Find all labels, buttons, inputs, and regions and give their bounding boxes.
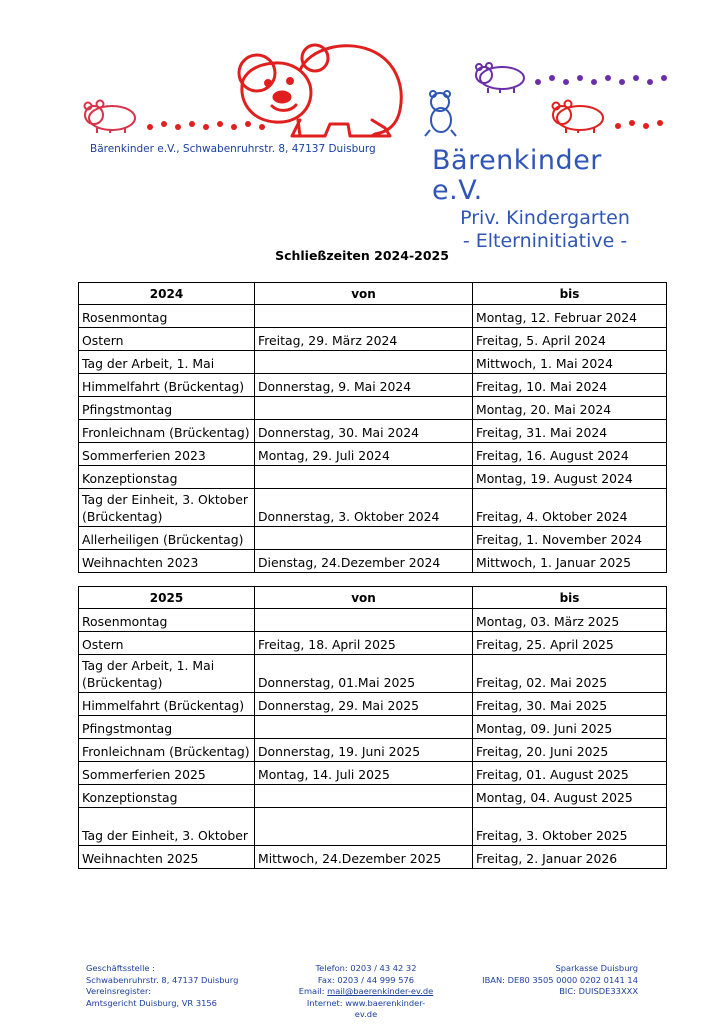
occasion-cell: Tag der Arbeit, 1. Mai (Brückentag) (79, 655, 255, 693)
small-bear-icon (553, 101, 604, 134)
occasion-cell: Himmelfahrt (Brückentag) (79, 693, 255, 716)
from-cell: Freitag, 18. April 2025 (255, 632, 473, 655)
occasion-cell: Allerheiligen (Brückentag) (79, 527, 255, 550)
to-cell: Freitag, 25. April 2025 (473, 632, 667, 655)
closure-table-2024 (78, 282, 667, 573)
document-title: Schließzeiten 2024-2025 (275, 248, 449, 263)
footer-fax: Fax: 0203 / 44 999 576 (317, 974, 415, 985)
to-cell: Freitag, 10. Mai 2024 (473, 374, 667, 397)
footer-iban: IBAN: DE80 3505 0000 0202 0141 14 (482, 974, 638, 985)
from-cell: Freitag, 29. März 2024 (255, 328, 473, 351)
occasion-cell: Weihnachten 2023 (79, 550, 255, 573)
to-cell: Montag, 19. August 2024 (473, 466, 667, 489)
from-cell: Donnerstag, 29. Mai 2025 (255, 693, 473, 716)
occasion-cell: Sommerferien 2023 (79, 443, 255, 466)
occasion-cell: Himmelfahrt (Brückentag) (79, 374, 255, 397)
table-row (79, 351, 667, 374)
to-cell: Mittwoch, 1. Januar 2025 (473, 550, 667, 573)
to-cell: Freitag, 5. April 2024 (473, 328, 667, 351)
footer-register-court: Amtsgericht Duisburg, VR 3156 (86, 997, 217, 1008)
from-cell: Montag, 29. Juli 2024 (255, 443, 473, 466)
table-row (79, 527, 667, 550)
from-cell (255, 785, 473, 808)
table-row (79, 716, 667, 739)
footer-email-line (296, 986, 436, 998)
header-from: von (255, 587, 473, 609)
to-cell: Freitag, 31. Mai 2024 (473, 420, 667, 443)
table-row (79, 489, 667, 527)
letterhead-address: Bärenkinder e.V., Schwabenruhrstr. 8, 47137 Duisburg (90, 143, 376, 155)
from-cell: Dienstag, 24.Dezember 2024 (255, 550, 473, 573)
to-cell: Freitag, 2. Januar 2026 (473, 846, 667, 869)
from-cell: Donnerstag, 30. Mai 2024 (255, 420, 473, 443)
occasion-cell: Tag der Einheit, 3. Oktober (Brückentag) (79, 489, 255, 527)
footer-phone: Telefon: 0203 / 43 42 32 (315, 963, 417, 973)
occasion-cell: Konzeptionstag (79, 466, 255, 489)
from-cell (255, 527, 473, 550)
occasion-cell: Weihnachten 2025 (79, 846, 255, 869)
footer-email-label: Email: (298, 986, 325, 996)
footer-bank-info (482, 963, 638, 998)
to-cell: Montag, 09. Juni 2025 (473, 716, 667, 739)
occasion-cell: Pfingstmontag (79, 397, 255, 420)
from-cell (255, 716, 473, 739)
table-row (79, 374, 667, 397)
table-row (79, 609, 667, 632)
pawprint-trail-icon (615, 120, 663, 129)
table-row (79, 420, 667, 443)
footer-office-info (86, 963, 238, 1009)
table-row (79, 305, 667, 328)
to-cell: Freitag, 1. November 2024 (473, 527, 667, 550)
table-row (79, 550, 667, 573)
footer-office-label: Geschäftsstelle : (86, 963, 155, 973)
table-row (79, 632, 667, 655)
occasion-cell: Konzeptionstag (79, 785, 255, 808)
bear-cub-icon (425, 91, 456, 136)
table-row (79, 466, 667, 489)
from-cell: Donnerstag, 19. Juni 2025 (255, 739, 473, 762)
from-cell: Mittwoch, 24.Dezember 2025 (255, 846, 473, 869)
small-bear-icon (85, 101, 136, 134)
to-cell: Montag, 20. Mai 2024 (473, 397, 667, 420)
brand-tagline: - Elterninitiative - (462, 230, 628, 252)
footer-bic: BIC: DUISDE33XXX (559, 986, 638, 996)
brand-name: Bärenkinder e.V. (432, 145, 602, 206)
footer-internet[interactable]: Internet: www.baerenkinder-ev.de (306, 997, 426, 1019)
table-row (79, 785, 667, 808)
table-row (79, 846, 667, 869)
footer-email-link[interactable]: mail@baerenkinder-ev.de (327, 986, 434, 996)
pawprint-trail-icon (147, 121, 265, 130)
to-cell: Freitag, 16. August 2024 (473, 443, 667, 466)
occasion-cell: Rosenmontag (79, 609, 255, 632)
table-row (79, 762, 667, 785)
occasion-cell: Fronleichnam (Brückentag) (79, 739, 255, 762)
to-cell: Mittwoch, 1. Mai 2024 (473, 351, 667, 374)
from-cell (255, 466, 473, 489)
from-cell (255, 305, 473, 328)
header-to: bis (473, 283, 667, 305)
pawprint-trail-icon (535, 75, 667, 85)
table-row (79, 808, 667, 846)
to-cell: Freitag, 4. Oktober 2024 (473, 489, 667, 527)
brand-logo-text (430, 146, 660, 252)
to-cell: Freitag, 20. Juni 2025 (473, 739, 667, 762)
footer-office-address: Schwabenruhrstr. 8, 47137 Duisburg (86, 974, 239, 985)
occasion-cell: Fronleichnam (Brückentag) (79, 420, 255, 443)
table-row (79, 397, 667, 420)
to-cell: Montag, 03. März 2025 (473, 609, 667, 632)
from-cell: Donnerstag, 3. Oktober 2024 (255, 489, 473, 527)
footer-contact-info (296, 963, 436, 1021)
to-cell: Freitag, 01. August 2025 (473, 762, 667, 785)
to-cell: Freitag, 02. Mai 2025 (473, 655, 667, 693)
header-year: 2024 (79, 283, 255, 305)
table-row (79, 443, 667, 466)
occasion-cell: Ostern (79, 632, 255, 655)
big-bear-icon (239, 45, 401, 136)
from-cell: Montag, 14. Juli 2025 (255, 762, 473, 785)
table-row (79, 655, 667, 693)
occasion-cell: Ostern (79, 328, 255, 351)
occasion-cell: Rosenmontag (79, 305, 255, 328)
table-row (79, 328, 667, 351)
from-cell (255, 808, 473, 846)
header-to: bis (473, 587, 667, 609)
occasion-cell: Tag der Arbeit, 1. Mai (79, 351, 255, 374)
from-cell: Donnerstag, 9. Mai 2024 (255, 374, 473, 397)
header-year: 2025 (79, 587, 255, 609)
letterhead (0, 0, 724, 252)
footer-bank-name: Sparkasse Duisburg (555, 963, 638, 973)
to-cell: Freitag, 3. Oktober 2025 (473, 808, 667, 846)
from-cell: Donnerstag, 01.Mai 2025 (255, 655, 473, 693)
table-header-row (79, 283, 667, 305)
table-row (79, 693, 667, 716)
occasion-cell: Pfingstmontag (79, 716, 255, 739)
brand-subtitle: Priv. Kindergarten (460, 207, 630, 229)
from-cell (255, 609, 473, 632)
occasion-cell: Sommerferien 2025 (79, 762, 255, 785)
to-cell: Freitag, 30. Mai 2025 (473, 693, 667, 716)
header-from: von (255, 283, 473, 305)
to-cell: Montag, 12. Februar 2024 (473, 305, 667, 328)
closure-table-2025 (78, 586, 667, 869)
small-bear-icon (476, 63, 524, 93)
table-header-row (79, 587, 667, 609)
footer-register-label: Vereinsregister: (86, 986, 152, 996)
table-row (79, 739, 667, 762)
occasion-cell: Tag der Einheit, 3. Oktober (79, 808, 255, 846)
from-cell (255, 397, 473, 420)
from-cell (255, 351, 473, 374)
to-cell: Montag, 04. August 2025 (473, 785, 667, 808)
